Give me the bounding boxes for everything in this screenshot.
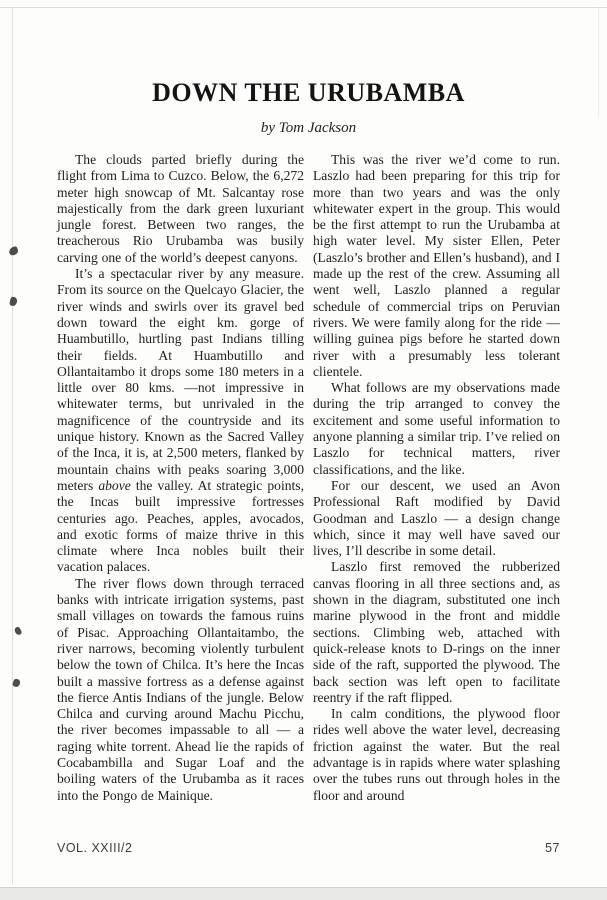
left-column — [57, 152, 304, 804]
page-number: 57 — [545, 841, 560, 855]
paragraph: Laszlo first removed the rubberized canvas flooring in all three sections and, as shown in the diagram, substituted one inch marine plywood in the front and middle sections. Climbing web, attached with quick-release knots to D-rings on the inner side of the raft, supported the plywood. The back section was left open to facilitate reentry if the raft flipped. — [313, 559, 560, 705]
scan-edge-left — [12, 7, 13, 884]
paragraph: What follows are my observations made during the trip arranged to convey the excitement and some useful information to anyone planning a similar trip. I’ve relied on Laszlo for technical matters, river classifications, and the like. — [313, 380, 560, 477]
paragraph: The river flows down through terraced banks with intricate irrigation systems, past small villages on towards the famous ruins of Pisac. Approaching Ollantaitambo, the river narrows, becoming violently turbulent below the town of Chilca. It’s here the Incas built a massive fortress as a defense against the fierce Antis Indians of the jungle. Below Chilca and curving around Machu Picchu, the river becomes impassable to all — a raging white torrent. Ahead lie the rapids of Cocabambilla and Sugar Loaf and the boiling waters of the Urubamba as it races into the Pongo de Mainique. — [57, 575, 304, 803]
margin-ink-mark — [12, 678, 21, 688]
article-byline: by Tom Jackson — [260, 120, 357, 136]
paragraph: For our descent, we used an Avon Professional Raft modified by David Goodman and Laszlo — a design change which, since it may well have saved our lives, I’ll describe in some detail. — [313, 477, 560, 559]
article-columns — [57, 152, 560, 804]
article-content — [57, 0, 560, 804]
margin-ink-mark — [9, 296, 18, 306]
scan-edge-right — [598, 7, 599, 117]
right-column — [313, 152, 560, 804]
paragraph: It’s a spectacular river by any measure. From its source on the Quelcayo Glacier, the river winds and swirls over its gravel bed down toward the eight km. gorge of Huambutillo, hurtling past Indians tilling their fields. At Huambutillo and Ollantaitambo it drops some 180 meters in a little over 80 kms. —not impressive in whitewater terms, but unrivaled in the magnificence of the countryside and its unique history. Known as the Sacred Valley of the Inca, it is, at 2,500 meters, flanked by mountain chains with peaks soaring 3,000 meters above the valley. At strategic points, the Incas built impressive fortresses centuries ago. Peaches, apples, avocados, and exotic forms of maize thrive in this climate where Inca nobles built their vacation palaces. — [57, 266, 304, 575]
margin-ink-mark — [8, 246, 19, 256]
paragraph: This was the river we’d come to run. Laszlo had been preparing for this trip for more than two years and was the only whitewater expert in the group. This would be the first attempt to run the Urubamba at high water level. My sister Ellen, Peter (Laszlo’s brother and Ellen’s husband), and I made up the rest of the crew. Assuming all went well, Laszlo planned a regular schedule of commercial trips on Peruvian rivers. We were family along for the ride — willing guinea pigs before he started down river with a presumably less tolerant clientele. — [313, 152, 560, 379]
page-footer — [57, 841, 560, 855]
article-title: DOWN THE URUBAMBA — [152, 78, 465, 107]
paragraph: The clouds parted briefly during the flight from Lima to Cuzco. Below, the 6,272 meter high snowcap of Mt. Salcantay rose majestically from the dark green luxuriant jungle forest. Between two ranges, the treacherous Rio Urubamba was busily carving one of the world’s deepest canyons. — [57, 152, 304, 265]
scan-bottom-strip — [0, 887, 607, 900]
margin-ink-mark — [14, 626, 23, 636]
paragraph: In calm conditions, the plywood floor rides well above the water level, decreasing friction against the water. But the real advantage is in rapids where water splashing over the tubes runs out through holes in the floor and around — [313, 706, 560, 803]
volume-label: VOL. XXIII/2 — [57, 841, 133, 855]
